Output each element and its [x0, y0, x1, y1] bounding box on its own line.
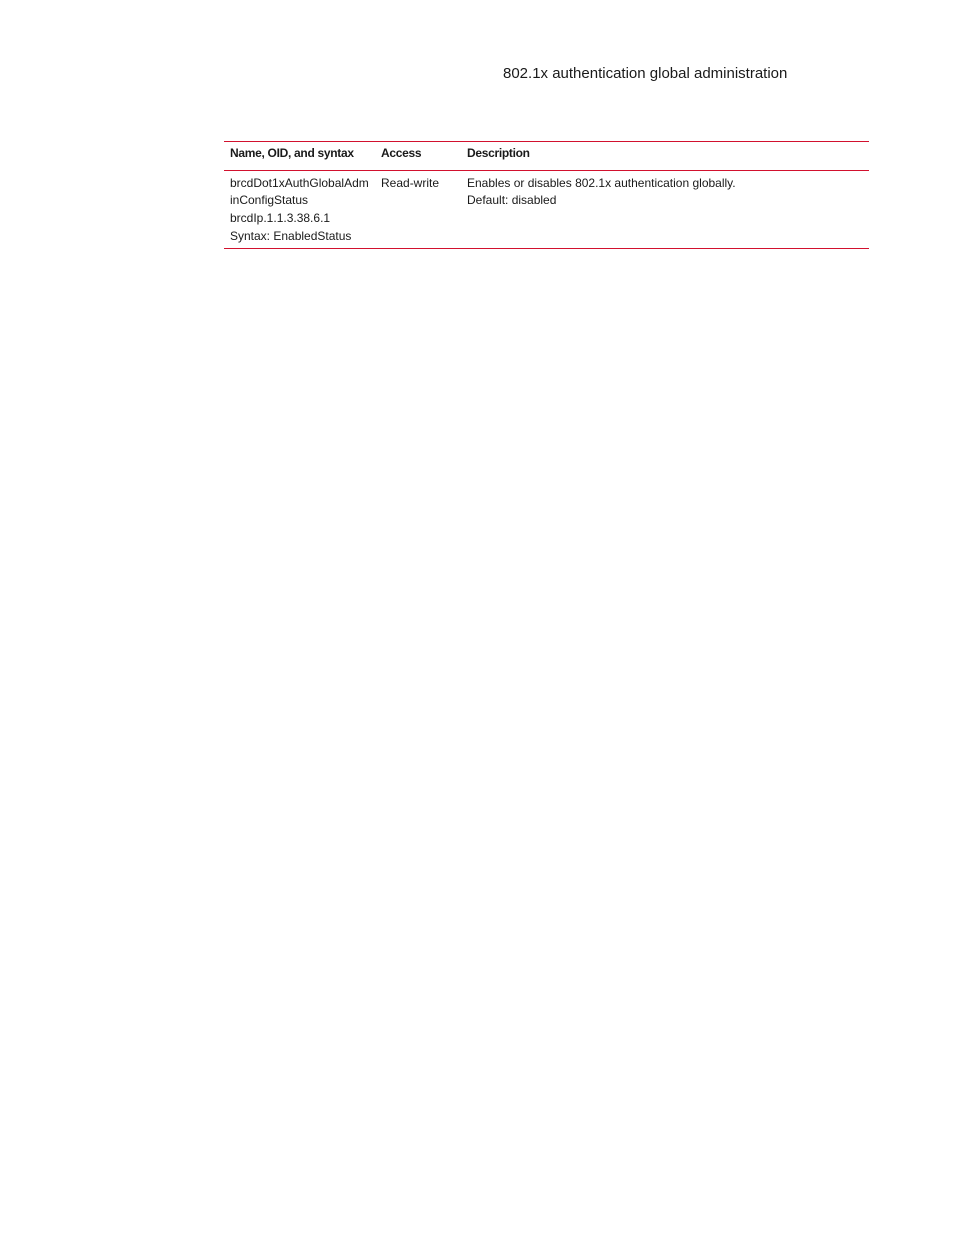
object-name-line2: inConfigStatus — [230, 193, 309, 207]
cell-name-oid-syntax — [224, 171, 381, 249]
column-header-description: Description — [467, 146, 530, 160]
object-syntax: Syntax: EnabledStatus — [230, 229, 352, 243]
column-header-name: Name, OID, and syntax — [230, 146, 354, 160]
table-body — [224, 171, 869, 249]
object-oid: brcdIp.1.1.3.38.6.1 — [230, 211, 331, 225]
table-header — [224, 142, 869, 171]
access-value: Read-write — [381, 176, 440, 190]
column-header-access: Access — [381, 146, 422, 160]
description-text: Enables or disables 802.1x authentication globally. — [467, 176, 736, 190]
object-name-line1: brcdDot1xAuthGlobalAdm — [230, 176, 369, 190]
default-value: Default: disabled — [467, 193, 557, 207]
table-row — [224, 171, 869, 249]
running-header-title: 802.1x authentication global administration — [503, 65, 788, 82]
cell-description — [467, 171, 869, 249]
cell-access — [381, 171, 467, 249]
table-header-row — [224, 142, 869, 171]
mib-object-table — [224, 141, 869, 249]
